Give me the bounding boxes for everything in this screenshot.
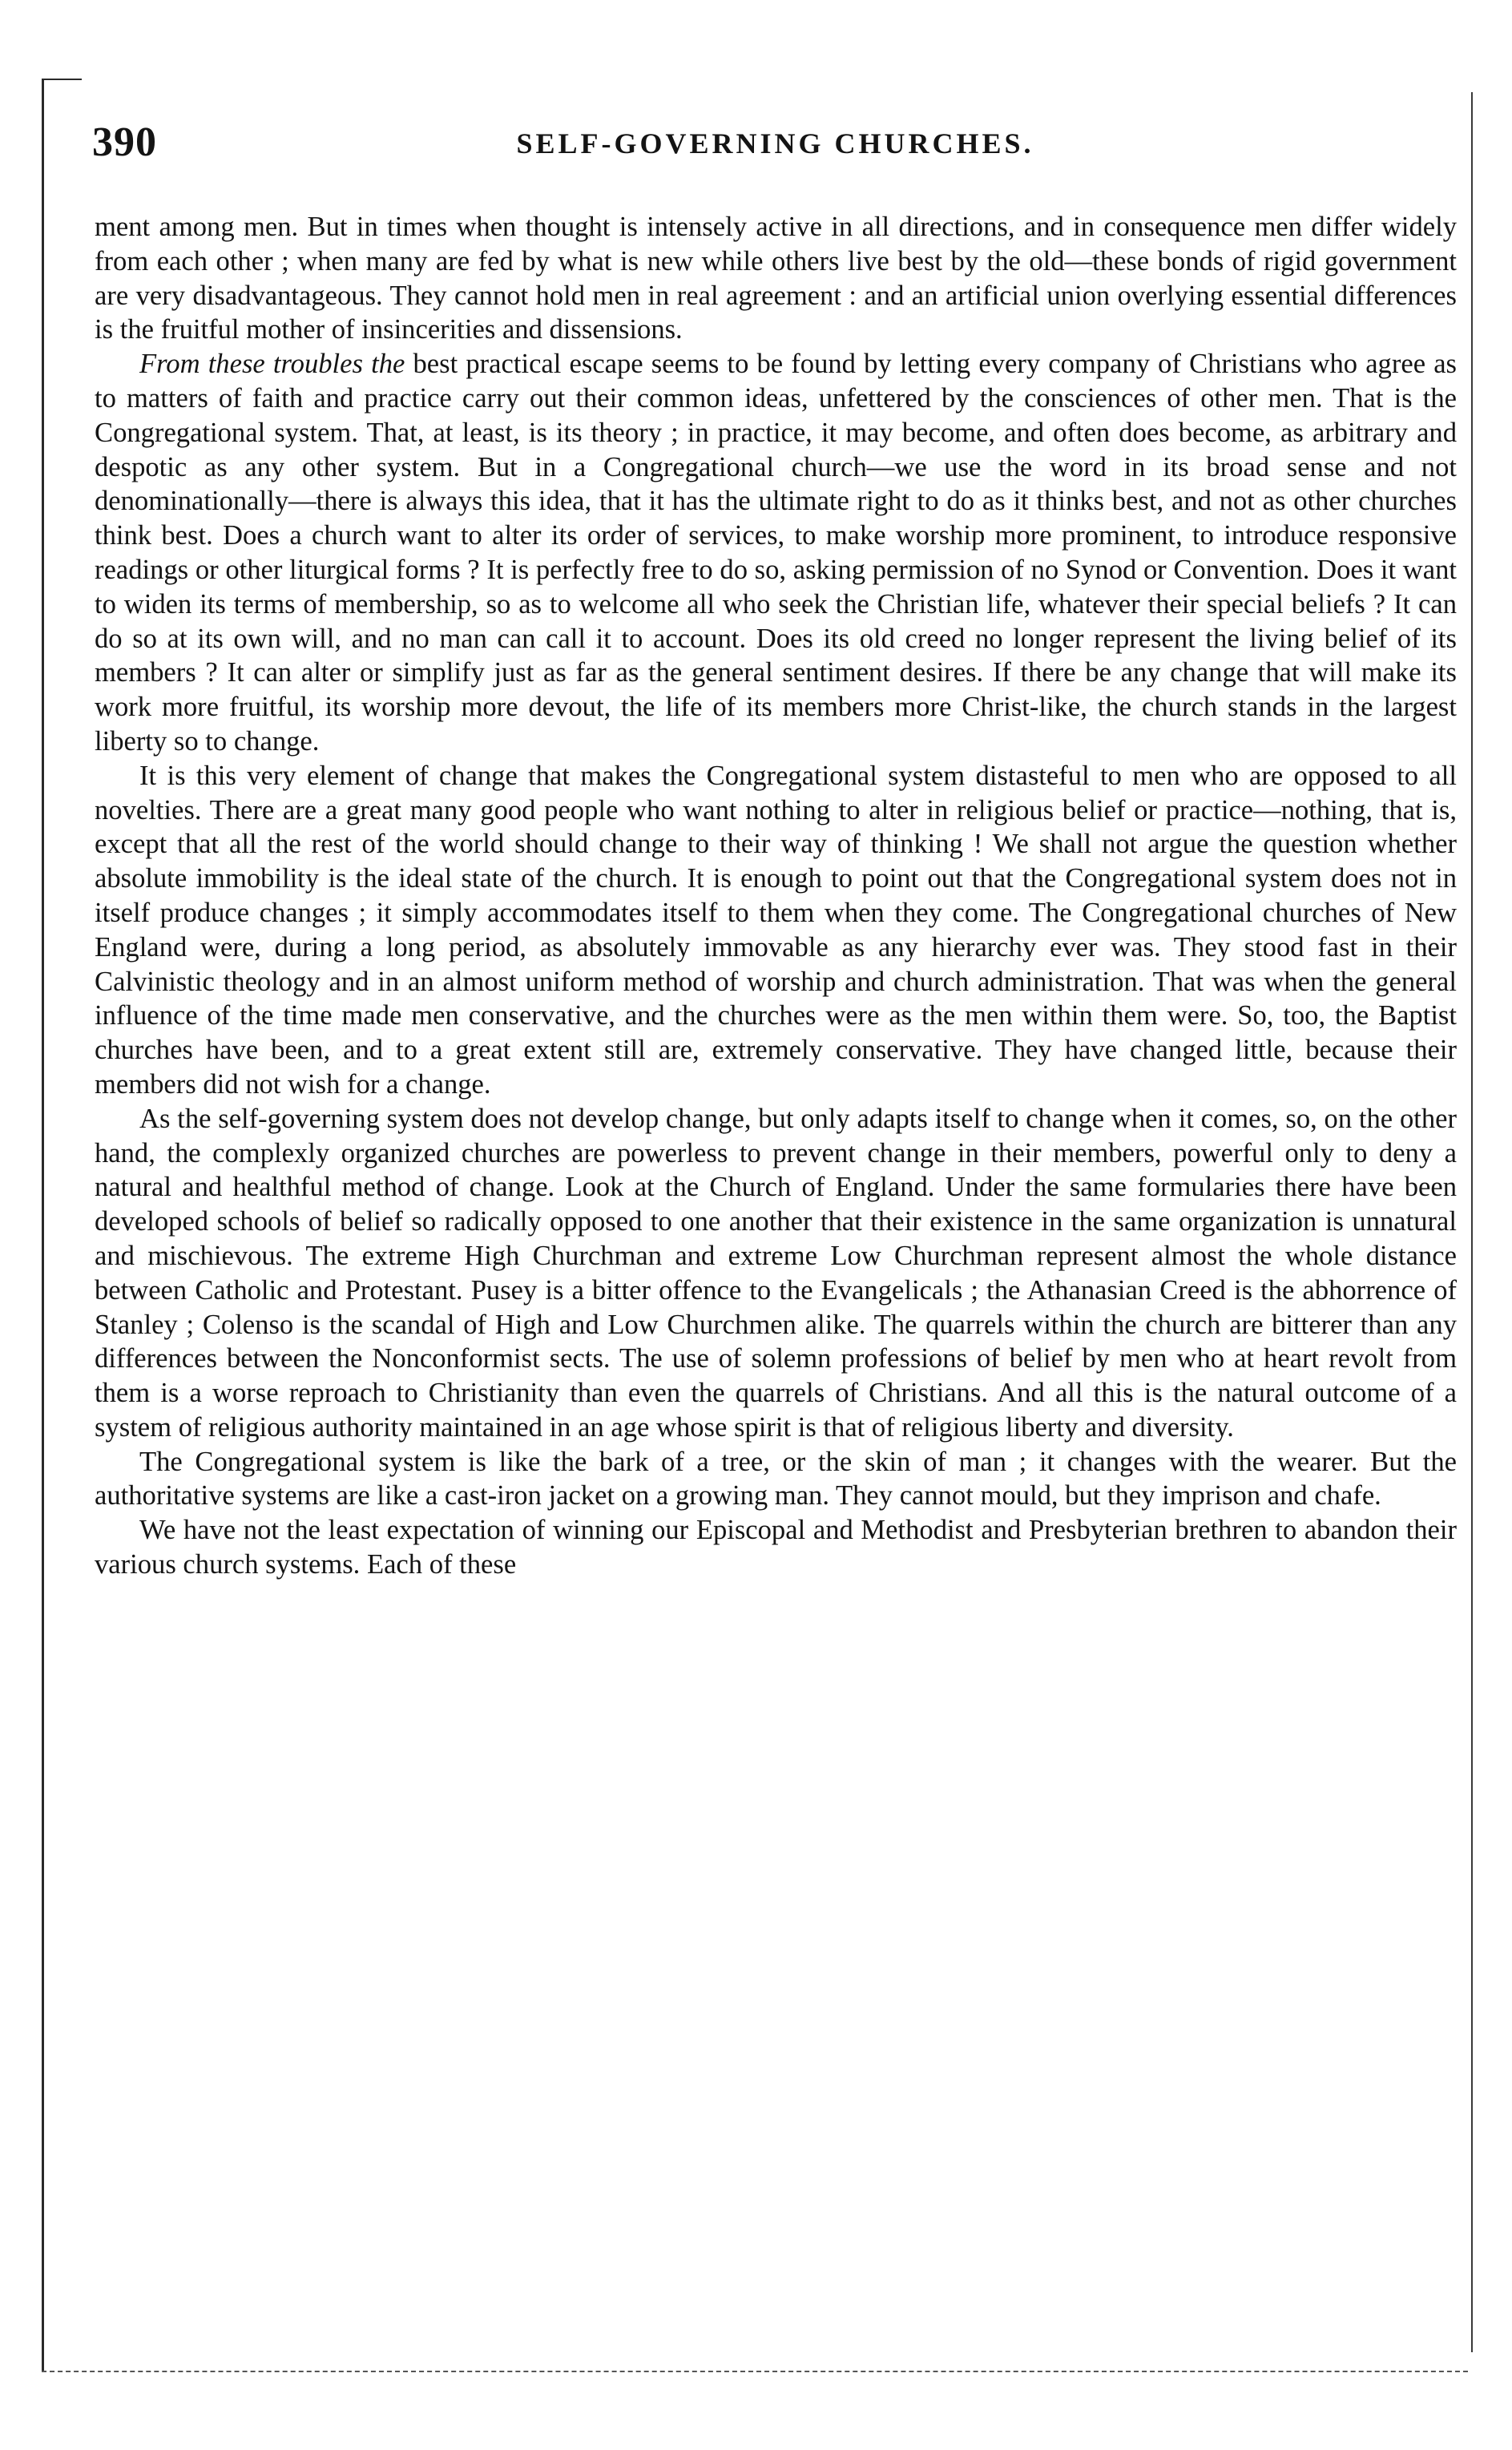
paragraph-1-text: ment among men. But in times when thought is intensely active in all directions, and in consequence men differ widely from each other ; when many are fed by what is new while others live best by the old—these bonds of rigid government are very disadvantageous. They cannot hold men in real agreement : and an artificial union overlying essential differences is the fruitful mother of insincerities and dissensions. — [95, 212, 1457, 345]
page-number: 390 — [92, 119, 157, 165]
paragraph-1 — [95, 210, 1457, 347]
paragraph-4-text: As the self-governing system does not develop change, but only adapts itself to change when it comes, so, on the other hand, the complexly organized churches are powerless to prevent change in their members, powerful only to deny a natural and healthful method of change. Look at the Church of England. Under the same formularies there have been developed schools of belief so radically opposed to one another that their existence in the same organization is unnatural and mischievous. The extreme High Churchman and extreme Low Churchman represent almost the whole distance between Catholic and Protestant. Pusey is a bitter offence to the Evangelicals ; the Athanasian Creed is the abhorrence of Stanley ; Colenso is the scandal of High and Low Churchmen alike. The quarrels within the church are bitterer than any differences between the Nonconformist sects. The use of solemn professions of belief by men who at heart revolt from them is a worse reproach to Christianity than even the quarrels of Christians. And all this is the natural outcome of a system of religious authority maintained in an age whose spirit is that of religious liberty and diversity. — [95, 1103, 1457, 1443]
paragraph-5 — [95, 1445, 1457, 1514]
top-rule — [42, 79, 82, 80]
paragraph-6 — [95, 1513, 1457, 1582]
paragraph-2 — [95, 347, 1457, 759]
left-margin-rule — [42, 80, 44, 2372]
bottom-rule — [42, 2371, 1468, 2374]
right-margin-rule — [1471, 92, 1473, 2352]
paragraph-4 — [95, 1102, 1457, 1445]
page-header — [92, 119, 1458, 183]
paragraph-3 — [95, 759, 1457, 1102]
paragraph-5-text: The Congregational system is like the bark of a tree, or the skin of man ; it changes with the wearer. But the authoritative systems are like a cast-iron jacket on a growing man. They cannot mould, but they imprison and chafe. — [95, 1446, 1457, 1512]
running-title: SELF-GOVERNING CHURCHES. — [516, 127, 1034, 159]
body-text — [95, 210, 1457, 1582]
paragraph-2-italic-lead: From these troubles the — [139, 349, 405, 380]
paragraph-3-text: It is this very element of change that makes the Congregational system distasteful to men who are opposed to all novelties. There are a great many good people who want nothing to alter in religious belief or practice—nothing, that is, except that all the rest of the world should change to their way of thinking ! We shall not argue the question whether absolute immobility is the ideal state of the church. It is enough to point out that the Congregational system does not in itself produce changes ; it simply accommodates itself to them when they come. The Congregational churches of New England were, during a long period, as absolutely immovable as any hierarchy ever was. They stood fast in their Calvinistic theology and in an almost uniform method of worship and church administration. That was when the general influence of the time made men conservative, and the churches were as the men within them were. So, too, the Baptist churches have been, and to a great extent still are, extremely conservative. They have changed little, because their members did not wish for a change. — [95, 760, 1457, 1100]
paragraph-2-text: best practical escape seems to be found by letting every company of Christians who agree as to matters of faith and practice carry out their common ideas, unfettered by the consciences of other men. That is the Congregational system. That, at least, is its theory ; in practice, it may become, and often does become, as arbitrary and despotic as any other system. But in a Congregational church—we use the word in its broad sense and not denominationally—there is always this idea, that it has the ultimate right to do as it thinks best, and not as other churches think best. Does a church want to alter its order of services, to make worship more prominent, to introduce responsive readings or other liturgical forms ? It is perfectly free to do so, asking permission of no Synod or Convention. Does it want to widen its terms of membership, so as to welcome all who seek the Christian life, whatever their special beliefs ? It can do so at its own will, and no man can call it to account. Does its old creed no longer represent the living belief of its members ? It can alter or simplify just as far as the general sentiment desires. If there be any change that will make its work more fruitful, its worship more devout, the life of its members more Christ-like, the church stands in the largest liberty so to change. — [95, 349, 1458, 757]
paragraph-6-text: We have not the least expectation of winning our Episcopal and Methodist and Presbyterian brethren to abandon their various church systems. Each of these — [95, 1515, 1457, 1580]
